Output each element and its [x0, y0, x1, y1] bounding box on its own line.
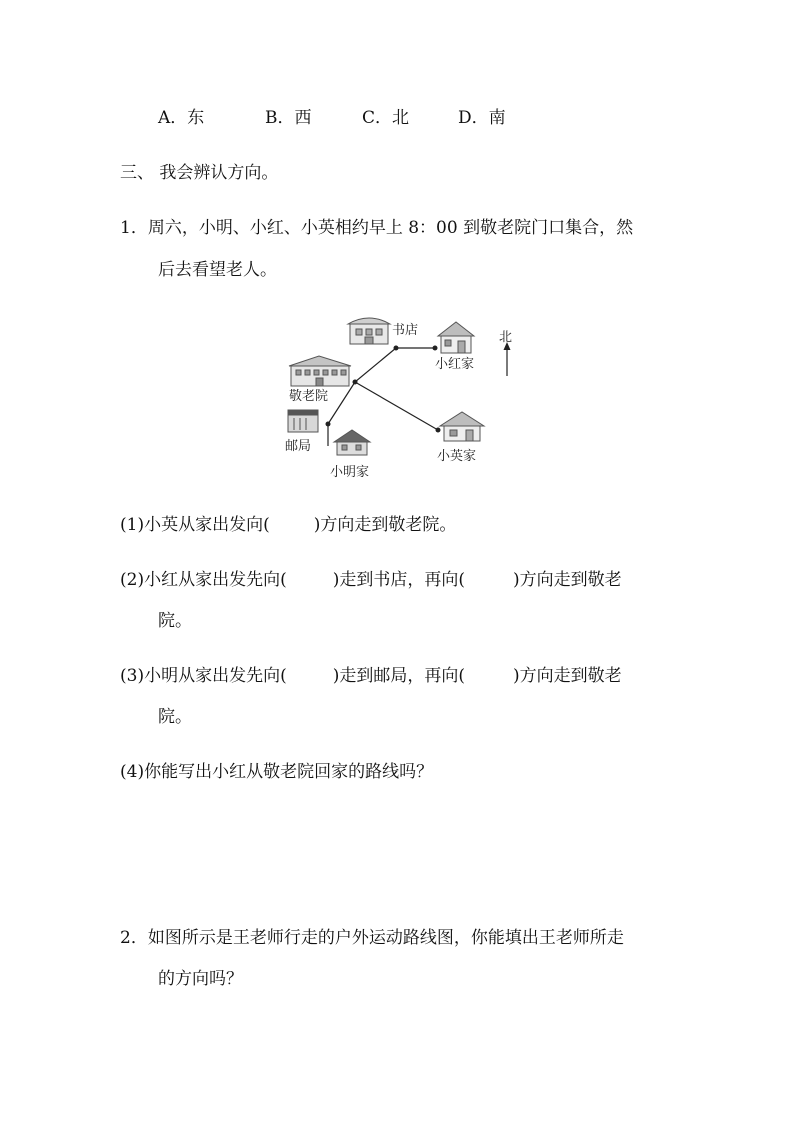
- xiaohong-house-icon: [438, 322, 474, 353]
- direction-map: [280, 308, 520, 488]
- map-label-xiaoming-home: 小明家: [330, 465, 370, 480]
- map-label-xiaohong-home: 小红家: [435, 357, 475, 372]
- map-label-xiaoying-home: 小英家: [437, 449, 477, 464]
- q1-sub2-pre: (2)小红从家出发先向(: [120, 570, 287, 590]
- nursing-home-icon: [289, 356, 351, 386]
- option-d: D．南: [458, 108, 506, 128]
- q1-sub2-post: )方向走到敬老: [512, 570, 622, 590]
- map-label-bookstore: 书店: [392, 323, 419, 338]
- q1-sub3: [120, 665, 622, 687]
- xiaoming-house-icon: [334, 430, 370, 455]
- q1-sub2-cont: 院。: [158, 611, 192, 631]
- option-c: C．北: [362, 108, 410, 128]
- q2-text-line1: 2．如图所示是王老师行走的户外运动路线图，你能填出王老师所走: [120, 928, 624, 948]
- q1-sub3-mid: )走到邮局，再向(: [332, 666, 465, 686]
- q2-text-line2: 的方向吗？: [158, 969, 243, 989]
- q1-sub3-cont: 院。: [158, 707, 192, 727]
- q1-sub3-pre: (3)小明从家出发先向(: [120, 666, 287, 686]
- q1-sub2: [120, 569, 622, 591]
- q1-sub2-mid: )走到书店，再向(: [332, 570, 465, 590]
- route-lines: [328, 348, 438, 446]
- q1-text-line1: 1．周六，小明、小红、小英相约早上 8：00 到敬老院门口集合，然: [120, 218, 634, 238]
- section-title: 三、 我会辨认方向。: [120, 163, 279, 183]
- option-b: B．西: [265, 108, 312, 128]
- north-arrow-icon: [504, 342, 511, 376]
- q1-sub4: (4)你能写出小红从敬老院回家的路线吗？: [120, 762, 434, 782]
- q1-text-line2: 后去看望老人。: [158, 260, 277, 280]
- map-label-nursing-home: 敬老院: [289, 389, 329, 404]
- map-label-post-office: 邮局: [285, 439, 312, 454]
- xiaoying-house-icon: [440, 412, 484, 441]
- post-office-icon: [288, 410, 318, 432]
- q1-sub1: [120, 514, 456, 536]
- map-label-north: 北: [499, 330, 513, 345]
- bookstore-icon: [348, 318, 390, 344]
- q1-sub1-pre: (1)小英从家出发向(: [120, 515, 270, 535]
- q1-sub3-post: )方向走到敬老: [512, 666, 622, 686]
- q1-sub1-post: )方向走到敬老院。: [313, 515, 457, 535]
- option-a: A．东: [158, 108, 205, 128]
